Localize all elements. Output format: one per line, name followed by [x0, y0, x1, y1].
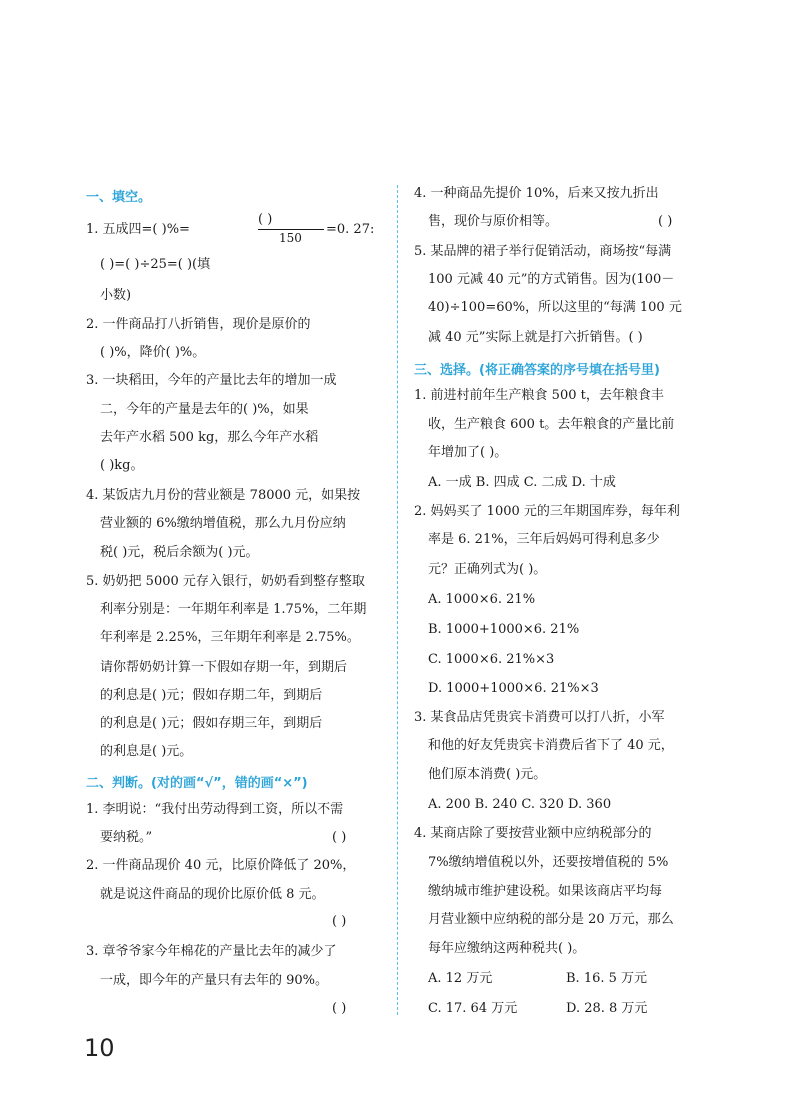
c4-option-c: C. 17. 64 万元 [428, 1001, 518, 1016]
j2-answer-blank: ( ) [332, 914, 347, 929]
q5-line-6: 的利息是( )元；假如存期三年，到期后 [100, 716, 323, 731]
j4-line-2: 售，现价与原价相等。 [428, 214, 559, 229]
section-2-title: 二、判断。(对的画“√”，错的画“×”) [86, 776, 308, 791]
section-1-title: 一、填空。 [86, 190, 152, 205]
j3-answer-blank: ( ) [332, 1001, 347, 1016]
q5-line-3: 年利率是 2.25%，三年期年利率是 2.75%。 [100, 630, 360, 645]
q3-line-3: 去年产水稻 500 kg，那么今年产水稻 [100, 430, 319, 445]
q3-line-2: 二，今年的产量是去年的( )%，如果 [100, 402, 309, 417]
j3-line-1: 3. 章爷爷家今年棉花的产量比去年的减少了 [86, 944, 337, 959]
q5-line-1: 5. 奶奶把 5000 元存入银行，奶奶看到整存整取 [86, 574, 365, 589]
c2-line-1: 2. 妈妈买了 1000 元的三年期国库券，每年利 [414, 504, 680, 519]
c4-option-b: B. 16. 5 万元 [566, 971, 648, 986]
c4-line-3: 缴纳城市维护建设税。如果该商店平均每 [428, 884, 663, 899]
j5-line-3: 40)÷100=60%，所以这里的“每满 100 元 [428, 300, 682, 315]
c2-option-c: C. 1000×6. 21%×3 [428, 652, 555, 667]
c4-option-d: D. 28. 8 万元 [566, 1001, 648, 1016]
q1-frac-top: ( ) [258, 212, 273, 227]
c4-line-4: 月营业额中应纳税的部分是 20 万元，那么 [428, 912, 674, 927]
c3-options: A. 200 B. 240 C. 320 D. 360 [428, 797, 612, 812]
c3-line-2: 和他的好友凭贵宾卡消费后省下了 40 元， [428, 738, 674, 753]
q4-line-3: 税( )元，税后余额为( )元。 [100, 545, 259, 560]
q5-line-5: 的利息是( )元；假如存期二年，到期后 [100, 688, 323, 703]
c2-option-b: B. 1000+1000×6. 21% [428, 622, 580, 637]
q3-line-4: ( )kg。 [100, 458, 144, 473]
c3-line-3: 他们原本消费( )元。 [428, 767, 547, 782]
q4-line-2: 营业额的 6%缴纳增值税，那么九月份应纳 [100, 516, 346, 531]
c2-line-3: 元？正确列式为( )。 [428, 562, 547, 577]
c1-line-1: 1. 前进村前年生产粮食 500 t，去年粮食丰 [414, 388, 664, 403]
j1-line-1: 1. 李明说：“我付出劳动得到工资，所以不需 [86, 802, 344, 817]
q5-line-2: 利率分别是：一年期年利率是 1.75%，二年期 [100, 602, 367, 617]
q1-line-1b: =0. 27: [326, 222, 375, 237]
q5-line-4: 请你帮奶奶计算一下假如存期一年，到期后 [100, 660, 348, 675]
page-number: 10 [84, 1034, 115, 1062]
j2-line-2: 就是说这件商品的现价比原价低 8 元。 [100, 887, 325, 902]
c1-line-2: 收，生产粮食 600 t。去年粮食的产量比前 [428, 417, 675, 432]
q1-line-3: 小数) [100, 288, 132, 303]
section-3-title: 三、选择。(将正确答案的序号填在括号里) [414, 363, 660, 378]
j2-line-1: 2. 一件商品现价 40 元，比原价降低了 20%， [86, 858, 356, 873]
c2-option-d: D. 1000+1000×6. 21%×3 [428, 681, 599, 696]
q5-line-7: 的利息是( )元。 [100, 744, 193, 759]
c1-line-3: 年增加了( )。 [428, 445, 508, 460]
q1-frac-bottom: 150 [279, 231, 302, 245]
c4-option-a: A. 12 万元 [428, 971, 493, 986]
j1-answer-blank: ( ) [332, 830, 347, 845]
c1-options: A. 一成 B. 四成 C. 二成 D. 十成 [428, 475, 616, 490]
j3-line-2: 一成，即今年的产量只有去年的 90%。 [100, 973, 329, 988]
c4-line-2: 7%缴纳增值税以外，还要按增值税的 5% [428, 855, 669, 870]
q2-line-1: 2. 一件商品打八折销售，现价是原价的 [86, 317, 311, 332]
j5-line-1: 5. 某品牌的裙子举行促销活动，商场按“每满 [414, 244, 672, 259]
c2-option-a: A. 1000×6. 21% [428, 592, 536, 607]
q1-frac-line [258, 229, 324, 230]
q1-line-2: ( )=( )÷25=( )(填 [100, 257, 211, 272]
column-divider [397, 185, 398, 1015]
c4-line-5: 每年应缴纳这两种税共( )。 [428, 941, 586, 956]
q2-line-2: ( )%，降价( )%。 [100, 345, 206, 360]
c3-line-1: 3. 某食品店凭贵宾卡消费可以打八折，小军 [414, 710, 665, 725]
q1-line-1a: 1. 五成四=( )%= [86, 222, 190, 237]
c2-line-2: 率是 6. 21%，三年后妈妈可得利息多少 [428, 532, 660, 547]
j5-line-2: 100 元减 40 元”的方式销售。因为(100－ [428, 272, 675, 287]
j4-answer-blank: ( ) [658, 214, 673, 229]
q3-line-1: 3. 一块稻田，今年的产量比去年的增加一成 [86, 373, 337, 388]
j1-line-2: 要纳税。” [100, 830, 153, 845]
q4-line-1: 4. 某饭店九月份的营业额是 78000 元，如果按 [86, 488, 361, 503]
c4-line-1: 4. 某商店除了要按营业额中应纳税部分的 [414, 826, 652, 841]
j5-line-4: 减 40 元”实际上就是打六折销售。( ) [428, 330, 643, 345]
j4-line-1: 4. 一种商品先提价 10%，后来又按九折出 [414, 186, 659, 201]
